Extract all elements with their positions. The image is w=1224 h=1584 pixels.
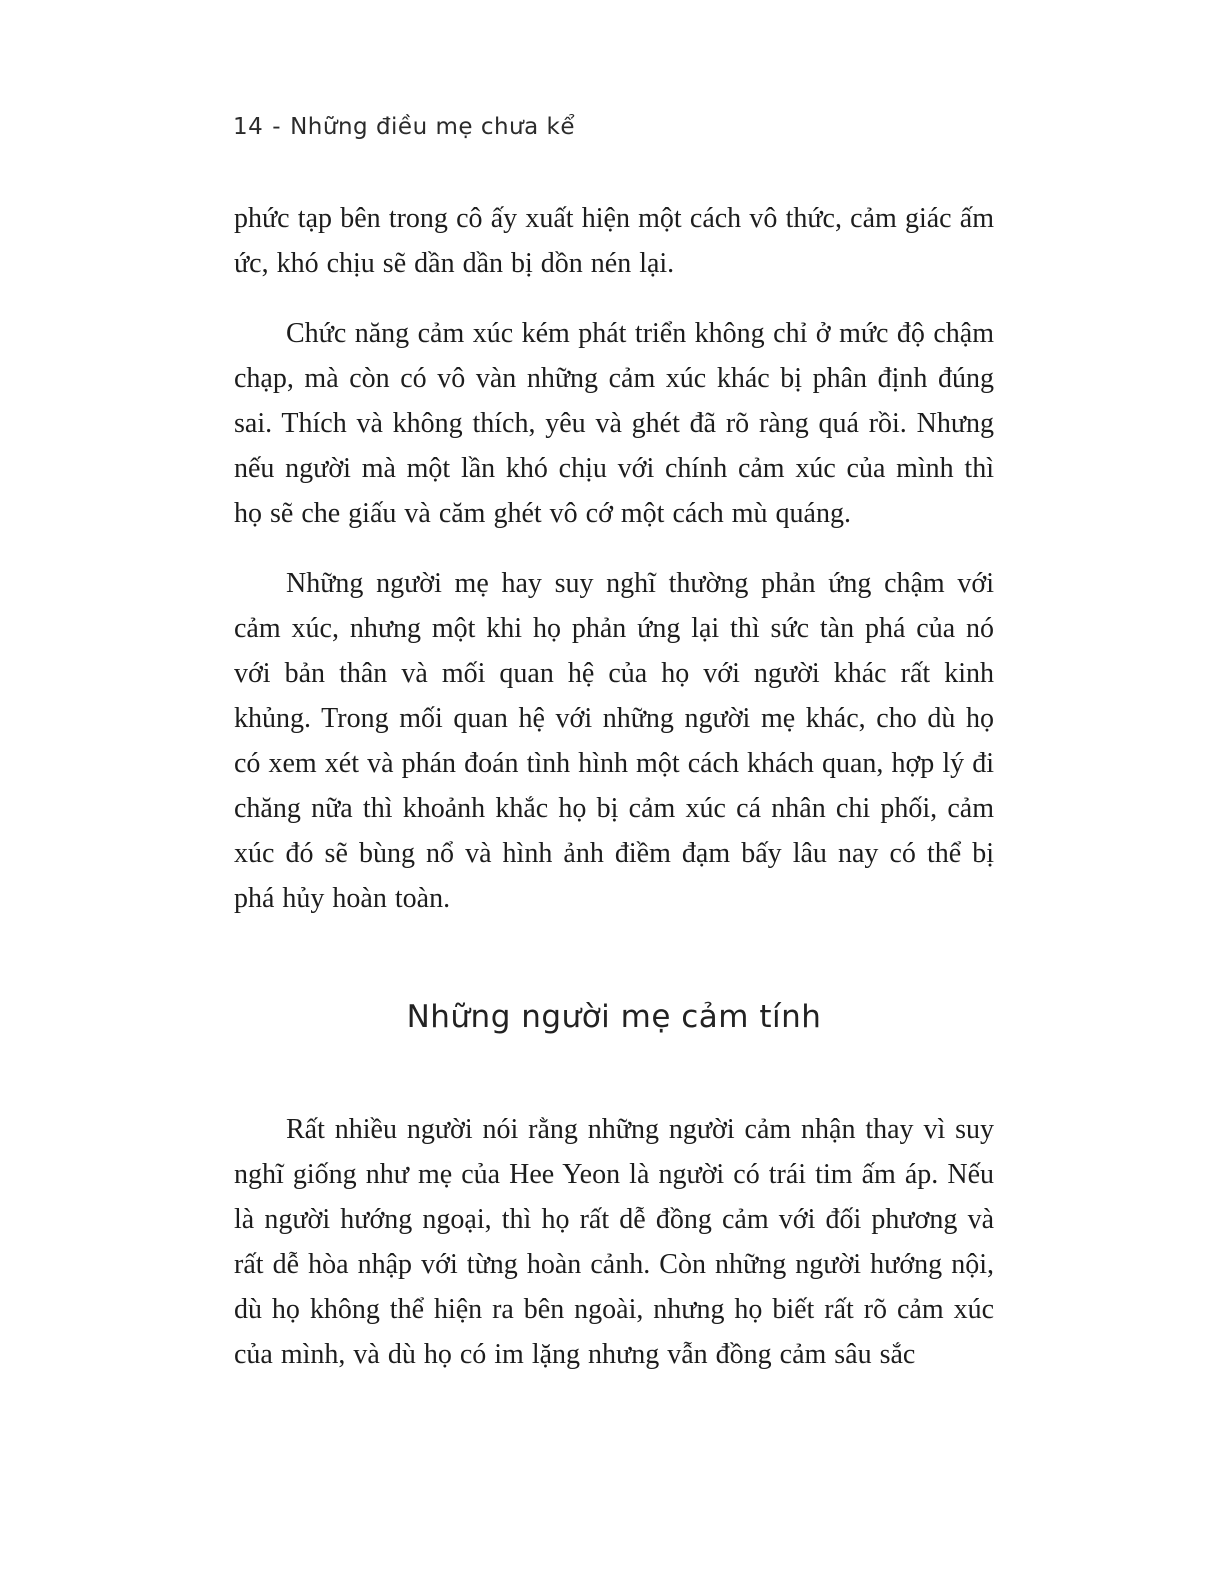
running-header xyxy=(233,114,575,140)
paragraph-continuation: phức tạp bên trong cô ấy xuất hiện một cách vô thức, cảm giác ấm ức, khó chịu sẽ dần dần bị dồn nén lại. xyxy=(234,203,994,279)
page-number: 14 xyxy=(233,114,264,140)
paragraph: Rất nhiều người nói rằng những người cảm nhận thay vì suy nghĩ giống như mẹ của Hee Yeon là người có trái tim ấm áp. Nếu là người hướng ngoại, thì họ rất dễ đồng cảm với đối phương và rất dễ hòa nhập với từng hoàn cảnh. Còn những người hướng nội, dù họ không thể hiện ra bên ngoài, nhưng họ biết rất rõ cảm xúc của mình, và dù họ có im lặng nhưng vẫn đồng cảm sâu sắc xyxy=(234,1114,994,1370)
paragraph: Chức năng cảm xúc kém phát triển không chỉ ở mức độ chậm chạp, mà còn có vô vàn những cảm xúc khác bị phân định đúng sai. Thích và không thích, yêu và ghét đã rõ ràng quá rồi. Nhưng nếu người mà một lần khó chịu với chính cảm xúc của mình thì họ sẽ che giấu và căm ghét vô cớ một cách mù quáng. xyxy=(234,318,994,529)
section-heading: Những người mẹ cảm tính xyxy=(406,999,822,1035)
header-separator: - xyxy=(272,114,282,140)
page-content xyxy=(234,196,994,1402)
book-title: Những điều mẹ chưa kể xyxy=(290,114,576,140)
paragraph: Những người mẹ hay suy nghĩ thường phản ứng chậm với cảm xúc, nhưng một khi họ phản ứng lại thì sức tàn phá của nó với bản thân và mối quan hệ của họ với người khác rất kinh khủng. Trong mối quan hệ với những người mẹ khác, cho dù họ có xem xét và phán đoán tình hình một cách khách quan, hợp lý đi chăng nữa thì khoảnh khắc họ bị cảm xúc cá nhân chi phối, cảm xúc đó sẽ bùng nổ và hình ảnh điềm đạm bấy lâu nay có thể bị phá hủy hoàn toàn. xyxy=(234,568,994,914)
